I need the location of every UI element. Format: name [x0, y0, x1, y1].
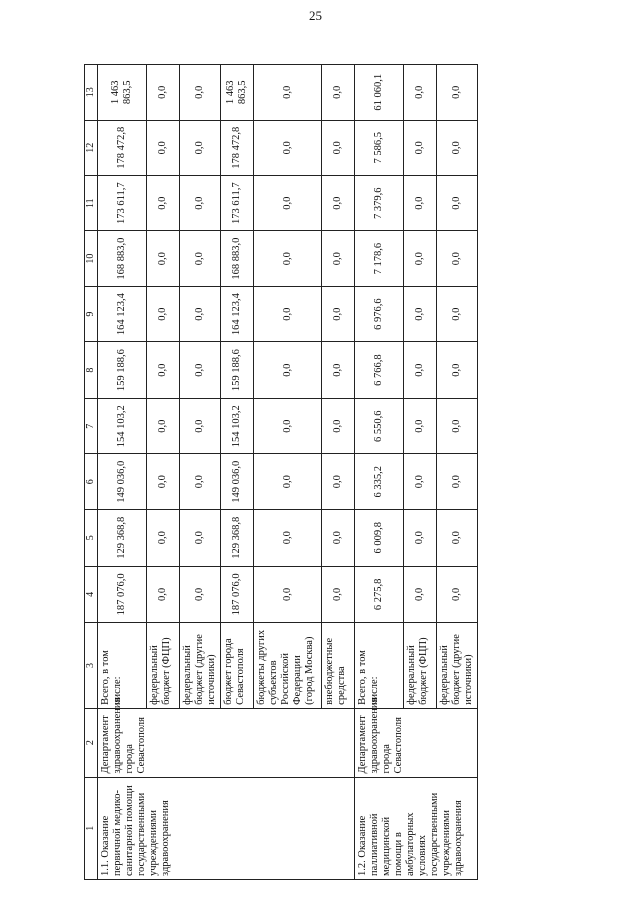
value-cell: 0,0: [180, 509, 221, 566]
value-cell: 0,0: [322, 399, 355, 454]
value-cell: 129 368,8: [98, 509, 147, 566]
value-cell: 0,0: [147, 231, 180, 286]
value-cell: 6 009,8: [355, 509, 404, 566]
value-cell: 164 123,4: [221, 286, 254, 341]
value-cell: 0,0: [147, 286, 180, 341]
value-cell: 159 188,6: [221, 342, 254, 399]
value-cell: 178 472,8: [98, 120, 147, 175]
value-cell: 7 178,6: [355, 231, 404, 286]
value-cell: 0,0: [147, 342, 180, 399]
source-cell: федеральный бюджет (ФЦП): [404, 623, 437, 709]
col-header: 8: [85, 342, 98, 399]
value-cell: 0,0: [254, 454, 322, 509]
source-cell: внебюджетные средства: [322, 623, 355, 709]
value-cell: 0,0: [404, 231, 437, 286]
page-number: 25: [309, 8, 322, 23]
col-header: 4: [85, 566, 98, 623]
value-cell: 6 550,6: [355, 399, 404, 454]
value-cell: 159 188,6: [98, 342, 147, 399]
source-cell: Всего, в том числе:: [355, 623, 404, 709]
executor-cell: Департамент здравоохранения города Севастополя: [355, 708, 478, 777]
value-cell: 0,0: [437, 231, 478, 286]
value-cell: 0,0: [254, 342, 322, 399]
value-cell: 0,0: [147, 566, 180, 623]
value-cell: 0,0: [147, 65, 180, 121]
value-cell: 0,0: [322, 65, 355, 121]
source-cell: бюджет города Севастополя: [221, 623, 254, 709]
value-cell: 0,0: [437, 120, 478, 175]
value-cell: 0,0: [180, 286, 221, 341]
value-cell: 0,0: [437, 175, 478, 230]
source-cell: федеральный бюджет (другие источники): [437, 623, 478, 709]
value-cell: 0,0: [254, 175, 322, 230]
value-cell: 61 060,1: [355, 65, 404, 121]
value-cell: 0,0: [404, 509, 437, 566]
col-header: 11: [85, 175, 98, 230]
activity-cell: 1.2. Оказание паллиативной медицинской помощи в амбулаторных условиях государственными учреждениями здравоохранения: [355, 777, 478, 879]
executor-cell: Департамент здравоохранения города Севастополя: [98, 708, 355, 777]
value-cell: 0,0: [404, 566, 437, 623]
value-cell: 154 103,2: [98, 399, 147, 454]
col-header: 9: [85, 286, 98, 341]
value-cell: 0,0: [254, 65, 322, 121]
col-header: 2: [85, 708, 98, 777]
value-cell: 0,0: [404, 286, 437, 341]
value-cell: 178 472,8: [221, 120, 254, 175]
value-cell: 0,0: [322, 566, 355, 623]
value-cell: 0,0: [437, 509, 478, 566]
value-cell: 0,0: [147, 399, 180, 454]
value-cell: 0,0: [180, 175, 221, 230]
col-header: 6: [85, 454, 98, 509]
value-cell: 0,0: [180, 342, 221, 399]
budget-table: [84, 64, 478, 880]
value-cell: 187 076,0: [221, 566, 254, 623]
table-row: [98, 65, 147, 880]
value-cell: 0,0: [404, 65, 437, 121]
value-cell: 0,0: [404, 342, 437, 399]
value-cell: 7 586,5: [355, 120, 404, 175]
value-cell: 6 275,8: [355, 566, 404, 623]
value-cell: 164 123,4: [98, 286, 147, 341]
rotated-table-region: [84, 64, 532, 880]
activity-cell: 1.1. Оказание первичной медико-санитарной помощи государственными учреждениями здравоохранения: [98, 777, 355, 879]
value-cell: 0,0: [147, 120, 180, 175]
value-cell: 0,0: [322, 342, 355, 399]
value-cell: 6 976,6: [355, 286, 404, 341]
value-cell: 0,0: [180, 566, 221, 623]
value-cell: 0,0: [147, 175, 180, 230]
col-header: 3: [85, 623, 98, 709]
col-header: 13: [85, 65, 98, 121]
value-cell: 0,0: [404, 175, 437, 230]
source-cell: Всего, в том числе:: [98, 623, 147, 709]
col-header: 10: [85, 231, 98, 286]
col-header: 5: [85, 509, 98, 566]
value-cell: 6 766,8: [355, 342, 404, 399]
value-cell: 0,0: [404, 454, 437, 509]
value-cell: 0,0: [322, 175, 355, 230]
value-cell: 154 103,2: [221, 399, 254, 454]
value-cell: 168 883,0: [98, 231, 147, 286]
value-cell: 0,0: [180, 120, 221, 175]
value-cell: 0,0: [254, 566, 322, 623]
value-cell: 187 076,0: [98, 566, 147, 623]
value-cell: 6 335,2: [355, 454, 404, 509]
value-cell: 129 368,8: [221, 509, 254, 566]
value-cell: 0,0: [437, 342, 478, 399]
table-row: [355, 65, 404, 880]
value-cell: 0,0: [254, 231, 322, 286]
value-cell: 0,0: [322, 120, 355, 175]
value-cell: 0,0: [254, 509, 322, 566]
value-cell: 0,0: [180, 399, 221, 454]
value-cell: 168 883,0: [221, 231, 254, 286]
value-cell: 1 463 863,5: [221, 65, 254, 121]
value-cell: 0,0: [254, 399, 322, 454]
header-row: [85, 65, 98, 880]
value-cell: 173 611,7: [221, 175, 254, 230]
value-cell: 173 611,7: [98, 175, 147, 230]
value-cell: 0,0: [437, 566, 478, 623]
value-cell: 0,0: [437, 65, 478, 121]
value-cell: 0,0: [180, 231, 221, 286]
col-header: 7: [85, 399, 98, 454]
value-cell: 149 036,0: [98, 454, 147, 509]
value-cell: 0,0: [322, 454, 355, 509]
value-cell: 0,0: [322, 509, 355, 566]
value-cell: 0,0: [147, 454, 180, 509]
value-cell: 149 036,0: [221, 454, 254, 509]
col-header: 12: [85, 120, 98, 175]
value-cell: 0,0: [437, 454, 478, 509]
value-cell: 0,0: [254, 120, 322, 175]
value-cell: 0,0: [180, 454, 221, 509]
value-cell: 0,0: [404, 120, 437, 175]
source-cell: федеральный бюджет (другие источники): [180, 623, 221, 709]
value-cell: 0,0: [437, 399, 478, 454]
value-cell: 0,0: [322, 286, 355, 341]
value-cell: 0,0: [322, 231, 355, 286]
value-cell: 0,0: [404, 399, 437, 454]
value-cell: 0,0: [437, 286, 478, 341]
source-cell: федеральный бюджет (ФЦП): [147, 623, 180, 709]
value-cell: 0,0: [254, 286, 322, 341]
col-header: 1: [85, 777, 98, 879]
value-cell: 0,0: [180, 65, 221, 121]
source-cell: бюджеты других субъектов Российской Федерации (город Москва): [254, 623, 322, 709]
value-cell: 7 379,6: [355, 175, 404, 230]
value-cell: 1 463 863,5: [98, 65, 147, 121]
value-cell: 0,0: [147, 509, 180, 566]
